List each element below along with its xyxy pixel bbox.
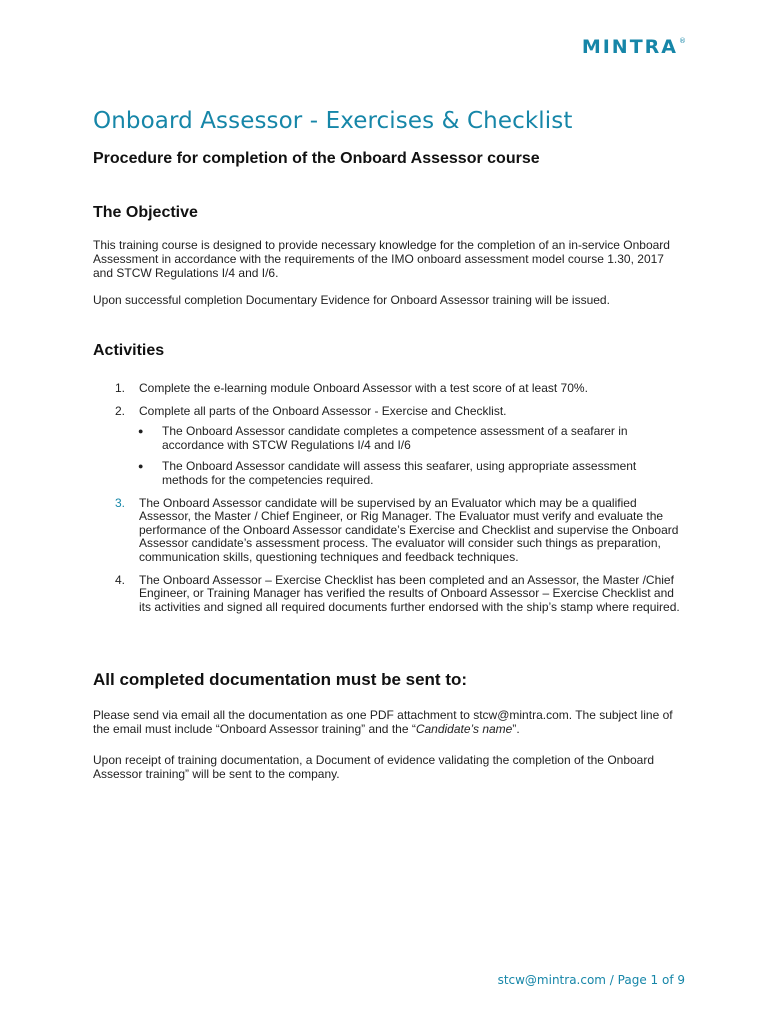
logo-text: MINTRA xyxy=(581,36,678,58)
submission-text-end: ”. xyxy=(512,722,520,736)
registered-mark: ® xyxy=(679,37,686,45)
bullet-item xyxy=(93,425,683,452)
objective-paragraph: Upon successful completion Documentary Evidence for Onboard Assessor training will be issued. xyxy=(93,293,610,307)
page-footer: stcw@mintra.com / Page 1 of 9 xyxy=(497,973,685,987)
logo xyxy=(582,36,686,58)
list-item xyxy=(93,382,683,396)
list-item-text: Complete the e-learning module Onboard Assessor with a test score of at least 70%. xyxy=(139,381,588,395)
list-item xyxy=(93,405,683,488)
bullet-text: The Onboard Assessor candidate completes a competence assessment of a seafarer in accordance with STCW Regulations I/4 and I/6 xyxy=(162,424,628,452)
bullet-item xyxy=(93,460,683,487)
activities-heading: Activities xyxy=(93,342,165,359)
list-item-text: The Onboard Assessor candidate will be supervised by an Evaluator which may be a qualified Assessor, the Master / Chief Engineer, or Rig Manager. The Evaluator must verify and evaluate the performance of the Onboard Assessor candidate’s Exercise and Checklist and supervise the Onboard Assessor candidate’s assessment process. The evaluator will consider such things as preparation, communication skills, questioning techniques and feedback techniques. xyxy=(139,495,679,564)
objective-heading: The Objective xyxy=(93,204,198,221)
page-title: Onboard Assessor - Exercises & Checklist xyxy=(93,108,573,134)
list-number: 2. xyxy=(115,403,126,418)
list-item-text: Complete all parts of the Onboard Assessor - Exercise and Checklist. xyxy=(139,403,507,418)
submission-text: Please send via email all the documentation as one PDF attachment to stcw@mintra.com. The subject line of the email must include “Onboard Assessor training” and the “ xyxy=(93,708,673,736)
bullet-text: The Onboard Assessor candidate will assess this seafarer, using appropriate assessment methods for the competencies required. xyxy=(162,459,637,487)
list-item xyxy=(93,497,683,565)
bullet-icon: ● xyxy=(138,461,144,472)
candidate-name-text: Candidate’s name xyxy=(415,722,513,736)
list-number: 1. xyxy=(115,381,126,395)
list-number: 3. xyxy=(115,495,126,510)
objective-paragraph: This training course is designed to provide necessary knowledge for the completion of an in-service Onboard Assessment in accordance with the requirements of the IMO onboard assessment model course 1.30, 2017 and STCW Regulations I/4 and I/6. xyxy=(93,238,670,280)
bullet-icon: ● xyxy=(138,426,144,437)
list-item xyxy=(93,574,683,615)
page-subtitle: Procedure for completion of the Onboard Assessor course xyxy=(93,150,540,167)
submission-paragraph: Upon receipt of training documentation, a Document of evidence validating the completion of the Onboard Assessor training” will be sent to the company. xyxy=(93,753,655,781)
list-number: 4. xyxy=(115,572,126,587)
activities-list xyxy=(93,382,683,623)
submission-paragraph xyxy=(93,708,683,736)
bullet-list xyxy=(139,425,683,487)
submission-heading: All completed documentation must be sent to: xyxy=(93,670,468,689)
list-item-text: The Onboard Assessor – Exercise Checklist has been completed and an Assessor, the Master /Chief Engineer, or Training Manager has verified the results of Onboard Assessor – Exercise Checklist and its activities and signed all required documents further endorsed with the ship’s stamp where required. xyxy=(139,572,680,614)
